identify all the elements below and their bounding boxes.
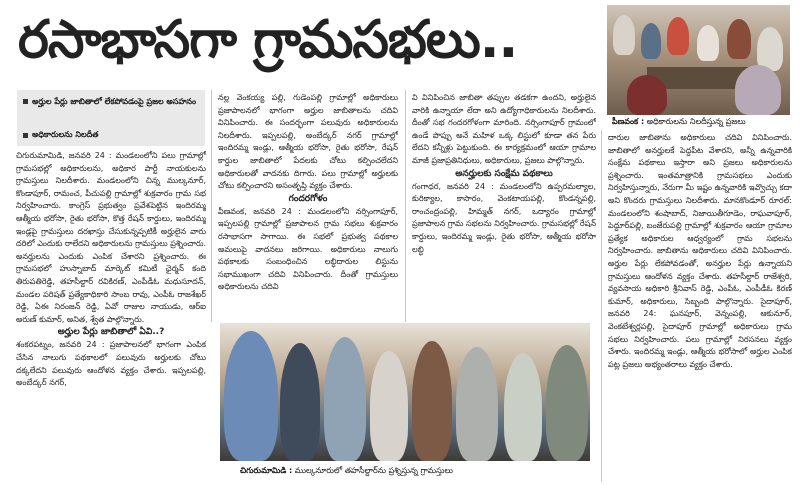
photo-top-caption-text: అధికారులను నిలదీస్తున్న ప్రజలు bbox=[646, 117, 746, 126]
photo-mid-caption bbox=[240, 466, 580, 478]
summary-text: అధికారులను నిలదీత bbox=[32, 130, 99, 139]
column-divider bbox=[405, 90, 406, 322]
summary-item bbox=[23, 130, 99, 141]
paragraph: వీణవంక, జనవరి 24 : మండలంలోని నర్సింగాపూర్, ఇప్పలపల్లి గ్రామాల్లో ప్రజాపాలన గ్రామ సభలు శుక్రవారం రసాభాసగా సాగాయి. ఈ సభలో ప్రభుత్వ పథకాల అమలుపై వాదనలు జరిగాయి. అధికారులు నాలుగు పథకాలకు సంబంధించిన లబ్ధిదారుల లిస్టును సభాముఖంగా చదివి వినిపించారు. దీంతో గ్రామస్తులు అధికారులను చదివి bbox=[218, 206, 398, 292]
paragraph: నల్ల వెంకయ్య పల్లి, గుడెంపల్లి గ్రామాల్లో అధికారులు ప్రజాపాలనలో భాగంగా అర్హుల జాబితాలను చదివి వినిపించారు. ఈ సందర్భంగా పలువురు అధికారులను నిలదీశారు. ఇప్పలపల్లి, అంబేద్కర్ నగర్ గ్రామాల్లో ఇందిరమ్మ ఇండ్లు, ఆత్మీయ భరోసా, రైతు భరోసా, రేషన్ కార్డుల జాబితాలో పేదలకు చోటు కల్పించలేదని అధికారులతో వాదనకు దిగారు. పలు గ్రామాల్లో అర్హులకు చోటు కల్పించారని అసంతృప్తి వ్యక్తం చేశారు. bbox=[218, 93, 398, 191]
paragraph: వి వినిపించిన జాబితా తప్పుల తడకగా ఉందని, అర్హులైన వారికి ఉన్నాయా లేదా అని ఉద్యోగాధికారులను నిలదీశారు. దీంతో సభ గందరగోళంగా మారింది. నర్సింగాపూర్ గ్రామంలో ఉండే పొప్పు అనే మహిళ ఒక్క లిస్టులో కూడా తన పేరు లేదని కన్నీళ్లు పెట్టుకుంది. ఈ కార్యక్రమంలో ఆయా గ్రామాల మాజీ ప్రజాప్రతినిధులు, అధికారులు, ప్రజలు పాల్గొన్నారు. bbox=[412, 93, 596, 165]
article-column-4 bbox=[608, 132, 792, 484]
article-column-3 bbox=[412, 92, 596, 320]
headline: రసాభాసగా గ్రామసభలు.. bbox=[18, 10, 518, 70]
summary-text: అర్హుల పేర్లు జాబితాలో లేకపోవడంపై ప్రజల అసహనం bbox=[32, 97, 197, 106]
subheading: అర్హుల పేర్లు జాబితాలో ఏవి..? bbox=[57, 327, 165, 338]
summary-box bbox=[17, 90, 205, 146]
photo-meeting-villagers bbox=[607, 5, 790, 115]
summary-item bbox=[23, 96, 210, 107]
paragraph: దారుల జాబితాను అధికారులు చదివి వినిపించారు. జాబితాలో అనర్హులకే పెద్దపీట వేశారని, అన్నీ ఉన్నవారికి సంక్షేమ పథకాలు ఇస్తారా అని ప్రజలు అధికారులను ప్రశ్నించారు. ఇంతమాత్రానికి గ్రామసభలు ఎందుకు నిర్వహిస్తున్నారు, నేరుగా మీ ఇష్టం ఉన్నవారికి ఇవ్వొచ్చు కదా అని కొందరు గ్రామస్తులు నిలదీశారు. మానకొండూర్ రూరల్: మండలంలోని శంషాబాద్, నిజాయితీగూడెం, రాఘవాపూర్, పెద్దూర్‌పల్లి, బంజేరుపల్లి గ్రామాల్లో శుక్రవారం ఆయా గ్రామాల ప్రత్యేక అధికారుల ఆధ్వర్యంలో గ్రామ సభలను నిర్వహించారు. జాబితాను అధికారులు చదివి వినిపించారు. అర్హుల పేర్లు లేకపోవడంతో, అనర్హుల పేర్లు ఉన్నాయని గ్రామస్తులు ఆందోళన వ్యక్తం చేశారు. తహసీల్దార్ రాజేశ్వరి, వ్యవసాయ అధికారి శ్రీనివాస్ రెడ్డి, ఎంపీఓ, ఎంపీడీఓ కిరణ్ కుమార్, అధికారులు, సిబ్బంది పాల్గొన్నారు. సైదాపూర్, జనవరి 24: ఘనపూర్, వెన్నంపల్లి, ఆకునూర్, వెంకటేశ్వర్లపల్లి, సైదాపూర్ గ్రామాల్లో అధికారులు గ్రామ సభలు నిర్వహించారు. పలు గ్రామాల్లో నిరసనలు వ్యక్తం చేశారు. ఇందిరమ్మ ఇండ్లు, ఆత్మీయ భరోసాలో అర్హుల ఎంపిక పట్ల ప్రజలు అభ్యంతరాలు వ్యక్తం చేశారు. bbox=[608, 133, 792, 369]
subheading: అనర్హులకు సంక్షేమ పథకాలు bbox=[455, 168, 553, 179]
column-divider bbox=[211, 90, 212, 322]
paragraph: చిగురుమామిడి, జనవరి 24 : మండలంలోని పలు గ్రామాల్లో గ్రామసభల్లో అధికారులను, అధికార పార్టీ నాయకులను గ్రామస్తులు నిలదీశారు. మండలంలోని చిన్న ముల్కనూర్, కొండాపూర్, రామంచ, పీచుపల్లి గ్రామాల్లో శుక్రవారం గ్రామ సభ నిర్వహించారు. కాంగ్రెస్ ప్రభుత్వం ప్రవేశపెట్టిన ఇందిరమ్మ ఆత్మీయ భరోసా, రైతు భరోసా, కొత్త రేషన్ కార్డులు, ఇందిరమ్మ ఇండ్లపై గ్రామస్తులు దరఖాస్తు చేసుకున్నప్పటికీ అర్హులైన వారు దరిలో ఎందుకు రాలేదని అధికారులను గ్రామస్తులు ప్రశ్నించారు. అనర్హులను ఎందుకు ఎంపిక చేశారని ప్రశ్నించారు. ఈ గ్రామసభలో హుస్నాబాద్ మార్కెట్ కమిటీ ఛైర్మన్ కంది తిరుపతిరెడ్డి, తహసీల్దార్ రవికిరణ్, ఎంపీడీఓ మధుసూదన్, మండల పరిషత్ ప్రత్యేకాధికారి సాంబ రావు, ఎంపీఓ రాజశేఖర్ రెడ్డి, ఏఈ నిరంజన్ రెడ్డి, ఏవో రాజుల నాయుడు, ఆర్ఐ అరుణ్ కుమార్, అనిత, శ్వేత పాల్గొన్నారు. bbox=[16, 151, 206, 324]
bullet-icon bbox=[23, 133, 28, 138]
article-column-2 bbox=[218, 92, 398, 320]
paragraph: గంగాధర, జనవరి 24 : మండలంలోని ఉప్పరమల్యాల, కురిక్యాల, కాసారం, వెంకటాయపల్లి, కొండన్నపల్లి, రాంచంద్రంపల్లి, హిమ్మత్ నగర్, ఒద్యారం గ్రామాల్లో ప్రజాపాలన గ్రామ సభలను నిర్వహించారు. గ్రామసభల్లో రేషన్ కార్డులు, ఇందిరమ్మ ఇండ్లు, రైతు భరోసా, ఆత్మీయ భరోసా లబ్ధి bbox=[412, 181, 596, 254]
subheading: గందరగోళం bbox=[288, 193, 328, 204]
photo-mid-caption-place: చిగురుమామిడి : bbox=[240, 466, 293, 475]
photo-villagers-questioning bbox=[220, 323, 590, 461]
photo-top-caption bbox=[612, 117, 790, 129]
article-column-1 bbox=[16, 150, 206, 484]
photo-mid-caption-text: ముల్కనూరులో తహసీల్దార్‌ను ప్రశ్నిస్తున్న గ్రామస్తులు bbox=[294, 466, 453, 475]
column-divider bbox=[601, 130, 602, 482]
paragraph: శంకరపట్నం, జనవరి 24 : ప్రజాపాలనలో భాగంగా ఎంపిక చేసిన నాలుగు పథకాలలో పలువురు అర్హులకు చోటు దక్కలేదని పలువురు ఆందోళన వ్యక్తం చేశారు. ఇప్పలపల్లి, అంబేద్కర్ నగర్, bbox=[16, 340, 206, 388]
bullet-icon bbox=[23, 99, 28, 104]
photo-top-caption-place: పీణవంక : bbox=[612, 117, 645, 126]
